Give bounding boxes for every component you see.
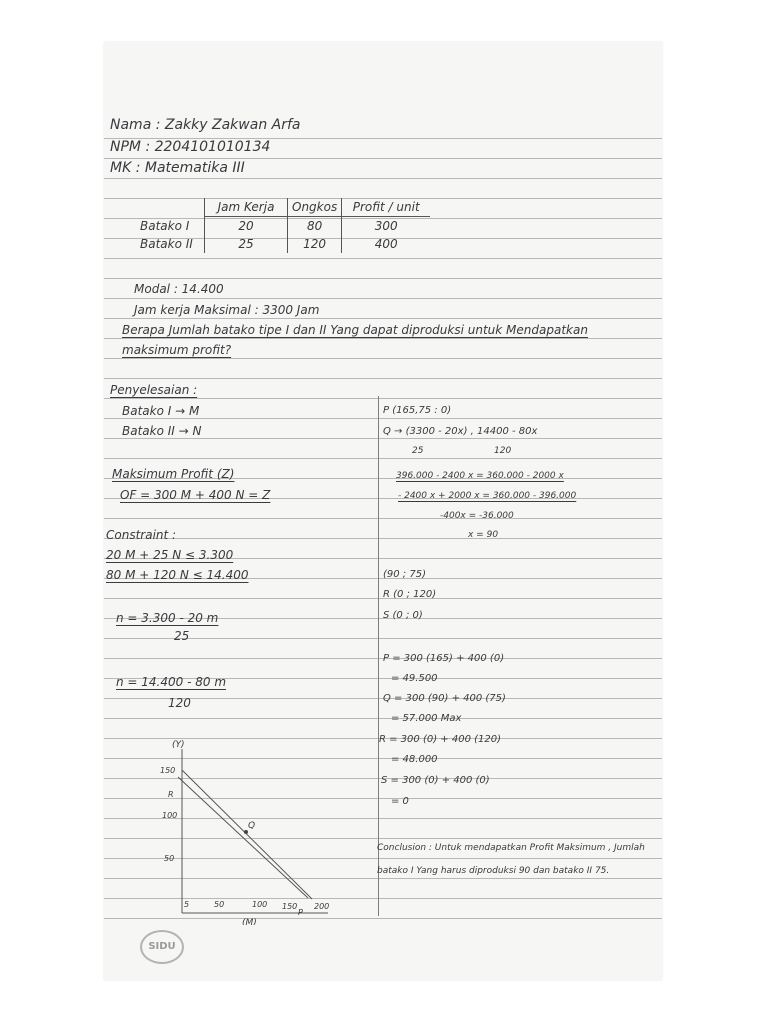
ruled-line [104, 298, 662, 299]
point-q-label: Q [248, 821, 256, 831]
ruled-line [104, 438, 662, 439]
student-npm: NPM : 2204101010134 [110, 139, 271, 155]
equation-step-4: x = 90 [468, 530, 499, 540]
conclusion-line-2: batako I Yang harus diproduksi 90 dan batako II 75. [377, 866, 610, 876]
ruled-line [104, 318, 662, 319]
y-tick-50: 50 [164, 854, 175, 863]
production-table [136, 198, 430, 253]
question-line-1: Berapa Jumlah batako tipe I dan II Yang dapat diproduksi untuk Mendapatkan [122, 323, 588, 337]
x-tick-150: 150 [282, 902, 298, 911]
ruled-line [104, 538, 662, 539]
table-row [136, 217, 430, 236]
q-denominator-2: 120 [494, 446, 512, 456]
profit-q-value: = 57.000 Max [391, 713, 462, 724]
profit-r-value: = 48.000 [391, 754, 438, 765]
ruled-line [104, 358, 662, 359]
y-axis-label: (Y) [172, 740, 185, 750]
profit-p: P = 300 (165) + 400 (0) [383, 653, 505, 664]
y-tick-100: 100 [162, 811, 178, 820]
constraint-line-1 [182, 770, 312, 899]
table-cell: 120 [288, 235, 342, 253]
ruled-line [104, 158, 662, 159]
table-header-cell: Jam Kerja [205, 198, 288, 217]
constraint-heading: Constraint : [106, 528, 177, 542]
ruled-line [104, 518, 662, 519]
constraint-2: 80 M + 120 N ≤ 14.400 [106, 568, 249, 582]
q-denominator-1: 25 [412, 446, 424, 456]
point-q-coords: (90 ; 75) [383, 569, 426, 580]
x-tick-5: 5 [184, 900, 190, 909]
equation-step-3: -400x = -36.000 [440, 511, 514, 521]
table-header-cell [136, 198, 205, 217]
ruled-line [104, 378, 662, 379]
n-formula-1: n = 3.300 - 20 m [116, 611, 219, 625]
max-profit-heading: Maksimum Profit (Z) [112, 467, 235, 481]
table-cell: 400 [342, 235, 431, 253]
ruled-line [104, 338, 662, 339]
notebook-brand-logo: SIDU [140, 930, 184, 964]
ruled-line [104, 178, 662, 179]
profit-s-value: = 0 [391, 796, 409, 807]
profit-p-value: = 49.500 [391, 673, 438, 684]
equation-step-2: - 2400 x + 2000 x = 360.000 - 396.000 [398, 491, 577, 501]
modal-text: Modal : 14.400 [134, 282, 224, 296]
feasible-region-graph [150, 735, 340, 925]
ruled-line [104, 458, 662, 459]
y-tick-r: R [168, 790, 174, 799]
x-axis-label: (M) [242, 918, 257, 925]
n-formula-1-denominator: 25 [174, 629, 190, 643]
variable-m: Batako I → M [122, 404, 200, 418]
objective-function: OF = 300 M + 400 N = Z [120, 488, 271, 502]
point-p: P (165,75 : 0) [383, 405, 452, 416]
course-name: MK : Matematika III [110, 160, 245, 176]
point-s: S (0 ; 0) [383, 610, 423, 621]
y-tick-150: 150 [160, 766, 176, 775]
equation-step-1: 396.000 - 2400 x = 360.000 - 2000 x [396, 471, 564, 481]
table-cell: 20 [205, 217, 288, 236]
question-line-2: maksimum profit? [122, 343, 232, 357]
ruled-line [104, 278, 662, 279]
table-header-row [136, 198, 430, 217]
profit-q: Q = 300 (90) + 400 (75) [383, 693, 506, 704]
ruled-line [104, 418, 662, 419]
n-formula-2: n = 14.400 - 80 m [116, 675, 227, 689]
table-cell: Batako II [140, 237, 193, 251]
solution-heading: Penyelesaian : [110, 383, 198, 397]
point-r: R (0 ; 120) [383, 589, 437, 600]
n-formula-2-denominator: 120 [168, 696, 191, 710]
point-q-equation: Q → (3300 - 20x) , 14400 - 80x [383, 426, 538, 437]
point-p-label: P [298, 908, 303, 917]
profit-s: S = 300 (0) + 400 (0) [381, 775, 490, 786]
table-cell: 80 [288, 217, 342, 236]
table-header-cell: Ongkos [288, 198, 342, 217]
table-row [136, 235, 430, 253]
column-divider [378, 396, 379, 916]
table-header-cell: Profit / unit [342, 198, 431, 217]
profit-r: R = 300 (0) + 400 (120) [379, 734, 502, 745]
ruled-line [104, 718, 662, 719]
table-cell: 300 [342, 217, 431, 236]
x-tick-100: 100 [252, 900, 268, 909]
constraint-1: 20 M + 25 N ≤ 3.300 [106, 548, 234, 562]
x-tick-50: 50 [214, 900, 225, 909]
ruled-line [104, 258, 662, 259]
student-name: Nama : Zakky Zakwan Arfa [110, 117, 301, 133]
ruled-line [104, 398, 662, 399]
working-hours-text: Jam kerja Maksimal : 3300 Jam [134, 303, 320, 317]
conclusion-line-1: Conclusion : Untuk mendapatkan Profit Maksimum , Jumlah [377, 843, 645, 853]
table-cell: Batako I [140, 218, 190, 233]
variable-n: Batako II → N [122, 424, 202, 438]
table-cell: 25 [205, 235, 288, 253]
constraint-line-2 [178, 777, 308, 898]
x-tick-200: 200 [314, 902, 330, 911]
